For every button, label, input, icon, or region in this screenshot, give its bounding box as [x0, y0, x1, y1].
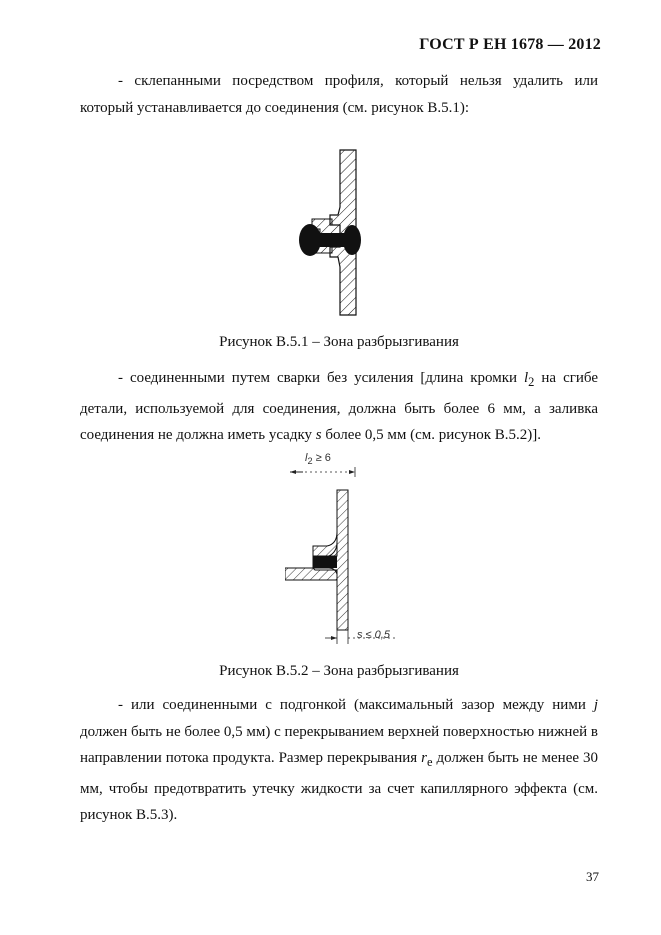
figure-b51-caption: Рисунок В.5.1 – Зона разбрызгивания [219, 334, 459, 350]
paragraph-fitted: - или соединенными с подгонкой (максимальный зазор между ними j должен быть не более 0,5 мм) с перекрыванием верхней поверхностью нижней в направлении потока продукта. Размер перекрывания $r_e$ должен быть не менее 30 мм, чтобы предотвратить утечку жидкости за счет капиллярного эффекта (см. рисунок В.5.3). [80, 697, 598, 823]
weld-bead [313, 556, 337, 568]
figure-b52-caption: Рисунок В.5.2 – Зона разбрызгивания [219, 663, 459, 679]
paragraph-riveted: - склепанными посредством профиля, который нельзя удалить или который устанавливается до соединения (см. рисунок В.5.1): [80, 73, 598, 116]
var-s: s [315, 427, 322, 443]
paragraph-welded: - соединенными путем сварки без усиления [длина кромки $l_2$ на сгибе детали, используемой для соединения, должна быть более 6 мм, а заливка соединения не должна иметь усадку s более 0,5 мм (см. рисунок В.5.2)]. [80, 370, 598, 443]
horizontal-plate [285, 568, 337, 580]
figure-b51-riveted-joint [290, 145, 370, 320]
bent-part [313, 532, 337, 556]
dimension-s-label: s ≤ 0,5 [357, 629, 390, 641]
page-number: 37 [586, 869, 599, 884]
dimension-l2-label: $l_2 \ge 6$ [305, 452, 331, 467]
figure-b52-welded-joint [285, 452, 405, 652]
var-l-sub: 2 [528, 375, 535, 389]
var-r-sub: e [426, 755, 433, 769]
var-j: j [593, 697, 598, 713]
document-header: ГОСТ Р ЕН 1678 — 2012 [419, 36, 601, 53]
var-l: l [524, 370, 529, 386]
rivet-body [308, 233, 356, 247]
var-r: r [421, 750, 427, 766]
